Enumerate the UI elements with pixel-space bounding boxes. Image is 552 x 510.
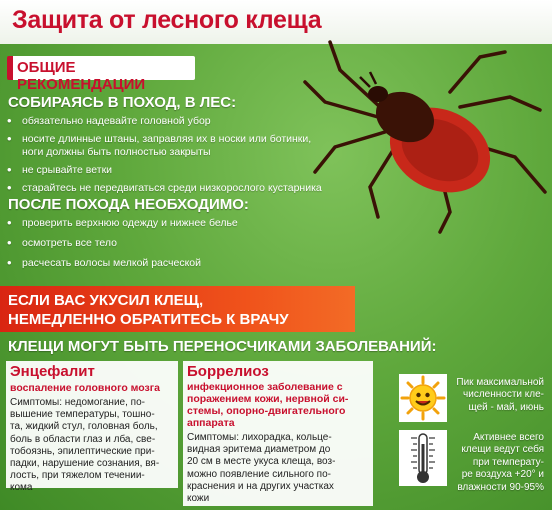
tick-mouthparts — [360, 72, 376, 87]
symptom-line: кома — [10, 482, 33, 494]
encephalitis-symptoms — [10, 397, 159, 495]
bite-warning-banner — [0, 286, 355, 332]
tick-leg — [305, 82, 378, 117]
page-title: Защита от лесного клеща — [12, 6, 322, 34]
list-item: • осмотреть все тело — [0, 237, 350, 250]
list-item: • проверить верхнюю одежду и нижнее белье — [0, 217, 350, 230]
tick-leg — [460, 97, 540, 110]
carriers-title: КЛЕЩИ МОГУТ БЫТЬ ПЕРЕНОСЧИКАМИ ЗАБОЛЕВАНИЙ: — [8, 338, 437, 355]
list-item: • старайтесь не передвигаться среди низкорослого кустарника — [0, 182, 350, 195]
sun-icon — [399, 374, 447, 422]
borreliosis-symptoms — [187, 432, 335, 505]
symptom-line: кожи — [187, 493, 210, 505]
list-item: • носите длинные штаны, заправляя их в носки или ботинки, — [0, 133, 350, 146]
season-icon-box — [399, 374, 447, 422]
weather-info-line: ре воздуха +20° и — [461, 469, 544, 481]
symptom-line: можно появление сильного по- — [187, 468, 331, 480]
encephalitis-description: воспаление головного мозга — [10, 382, 160, 394]
borreliosis-description — [187, 381, 348, 429]
season-info — [456, 377, 544, 414]
symptom-line: краснения и на других участках — [187, 480, 334, 492]
before-hike-list — [0, 115, 350, 200]
symptom-line: Симптомы: недомогание, по- — [10, 397, 145, 408]
thermometer-icon — [399, 430, 447, 486]
weather-info — [457, 432, 544, 494]
description-line: аппарата — [187, 417, 235, 429]
weather-info-line: при температу- — [472, 456, 544, 468]
list-item-continuation: ноги должны быть полностью закрыты — [22, 146, 211, 158]
season-info-line: численности кле- — [463, 389, 544, 401]
after-hike-title: ПОСЛЕ ПОХОДА НЕОБХОДИМО: — [8, 196, 249, 213]
tick-leg — [370, 147, 395, 217]
weather-info-line: Активнее всего — [473, 432, 544, 443]
symptom-line: тобоязнь, эпилептические при- — [10, 445, 155, 457]
general-recommendations-header — [7, 56, 195, 93]
weather-info-line: клещи ведут себя — [461, 444, 544, 456]
encephalitis-name: Энцефалит — [10, 363, 95, 380]
list-item — [0, 146, 350, 159]
general-recommendations-label: ОБЩИЕ РЕКОМЕНДАЦИИ — [17, 59, 146, 93]
symptom-line: вышение температуры, тошно- — [10, 409, 155, 421]
symptom-line: боль в области глаз и лба, све- — [10, 433, 156, 445]
list-item: • не срывайте ветки — [0, 164, 350, 177]
symptom-line: лость, при тяжелом течении- — [10, 470, 145, 482]
weather-info-line: влажности 90-95% — [457, 481, 544, 493]
weather-icon-box — [399, 430, 447, 486]
list-item: • обязательно надевайте головной убор — [0, 115, 350, 128]
description-line: поражением кожи, нервной си- — [187, 393, 349, 405]
symptom-line: видная эритема диаметром до — [187, 444, 331, 456]
description-line: стемы, опорно-двигательного — [187, 405, 346, 417]
symptom-line: падки, нарушение сознания, вя- — [10, 458, 160, 470]
symptom-line: Симптомы: лихорадка, кольце- — [187, 432, 332, 443]
borreliosis-card — [183, 361, 373, 506]
season-info-line: Пик максимальной — [456, 377, 544, 388]
borreliosis-name: Боррелиоз — [187, 363, 269, 380]
description-line: инфекционное заболевание с — [187, 381, 343, 393]
bite-warning-line2: НЕМЕДЛЕННО ОБРАТИТЕСЬ К ВРАЧУ — [8, 311, 289, 328]
tick-head — [368, 86, 388, 102]
bite-warning-line1: ЕСЛИ ВАС УКУСИЛ КЛЕЩ, — [8, 292, 204, 309]
season-info-line: щей - май, июнь — [468, 401, 544, 413]
symptom-line: 20 см в месте укуса клеща, воз- — [187, 456, 336, 468]
encephalitis-card — [6, 361, 178, 494]
list-item: • расчесать волосы мелкой расческой — [0, 257, 350, 270]
before-hike-title: СОБИРАЯСЬ В ПОХОД, В ЛЕС: — [8, 94, 237, 111]
tick-leg — [450, 52, 505, 92]
symptom-line: та, жидкий стул, головная боль, — [10, 421, 158, 433]
after-hike-list — [0, 217, 350, 275]
